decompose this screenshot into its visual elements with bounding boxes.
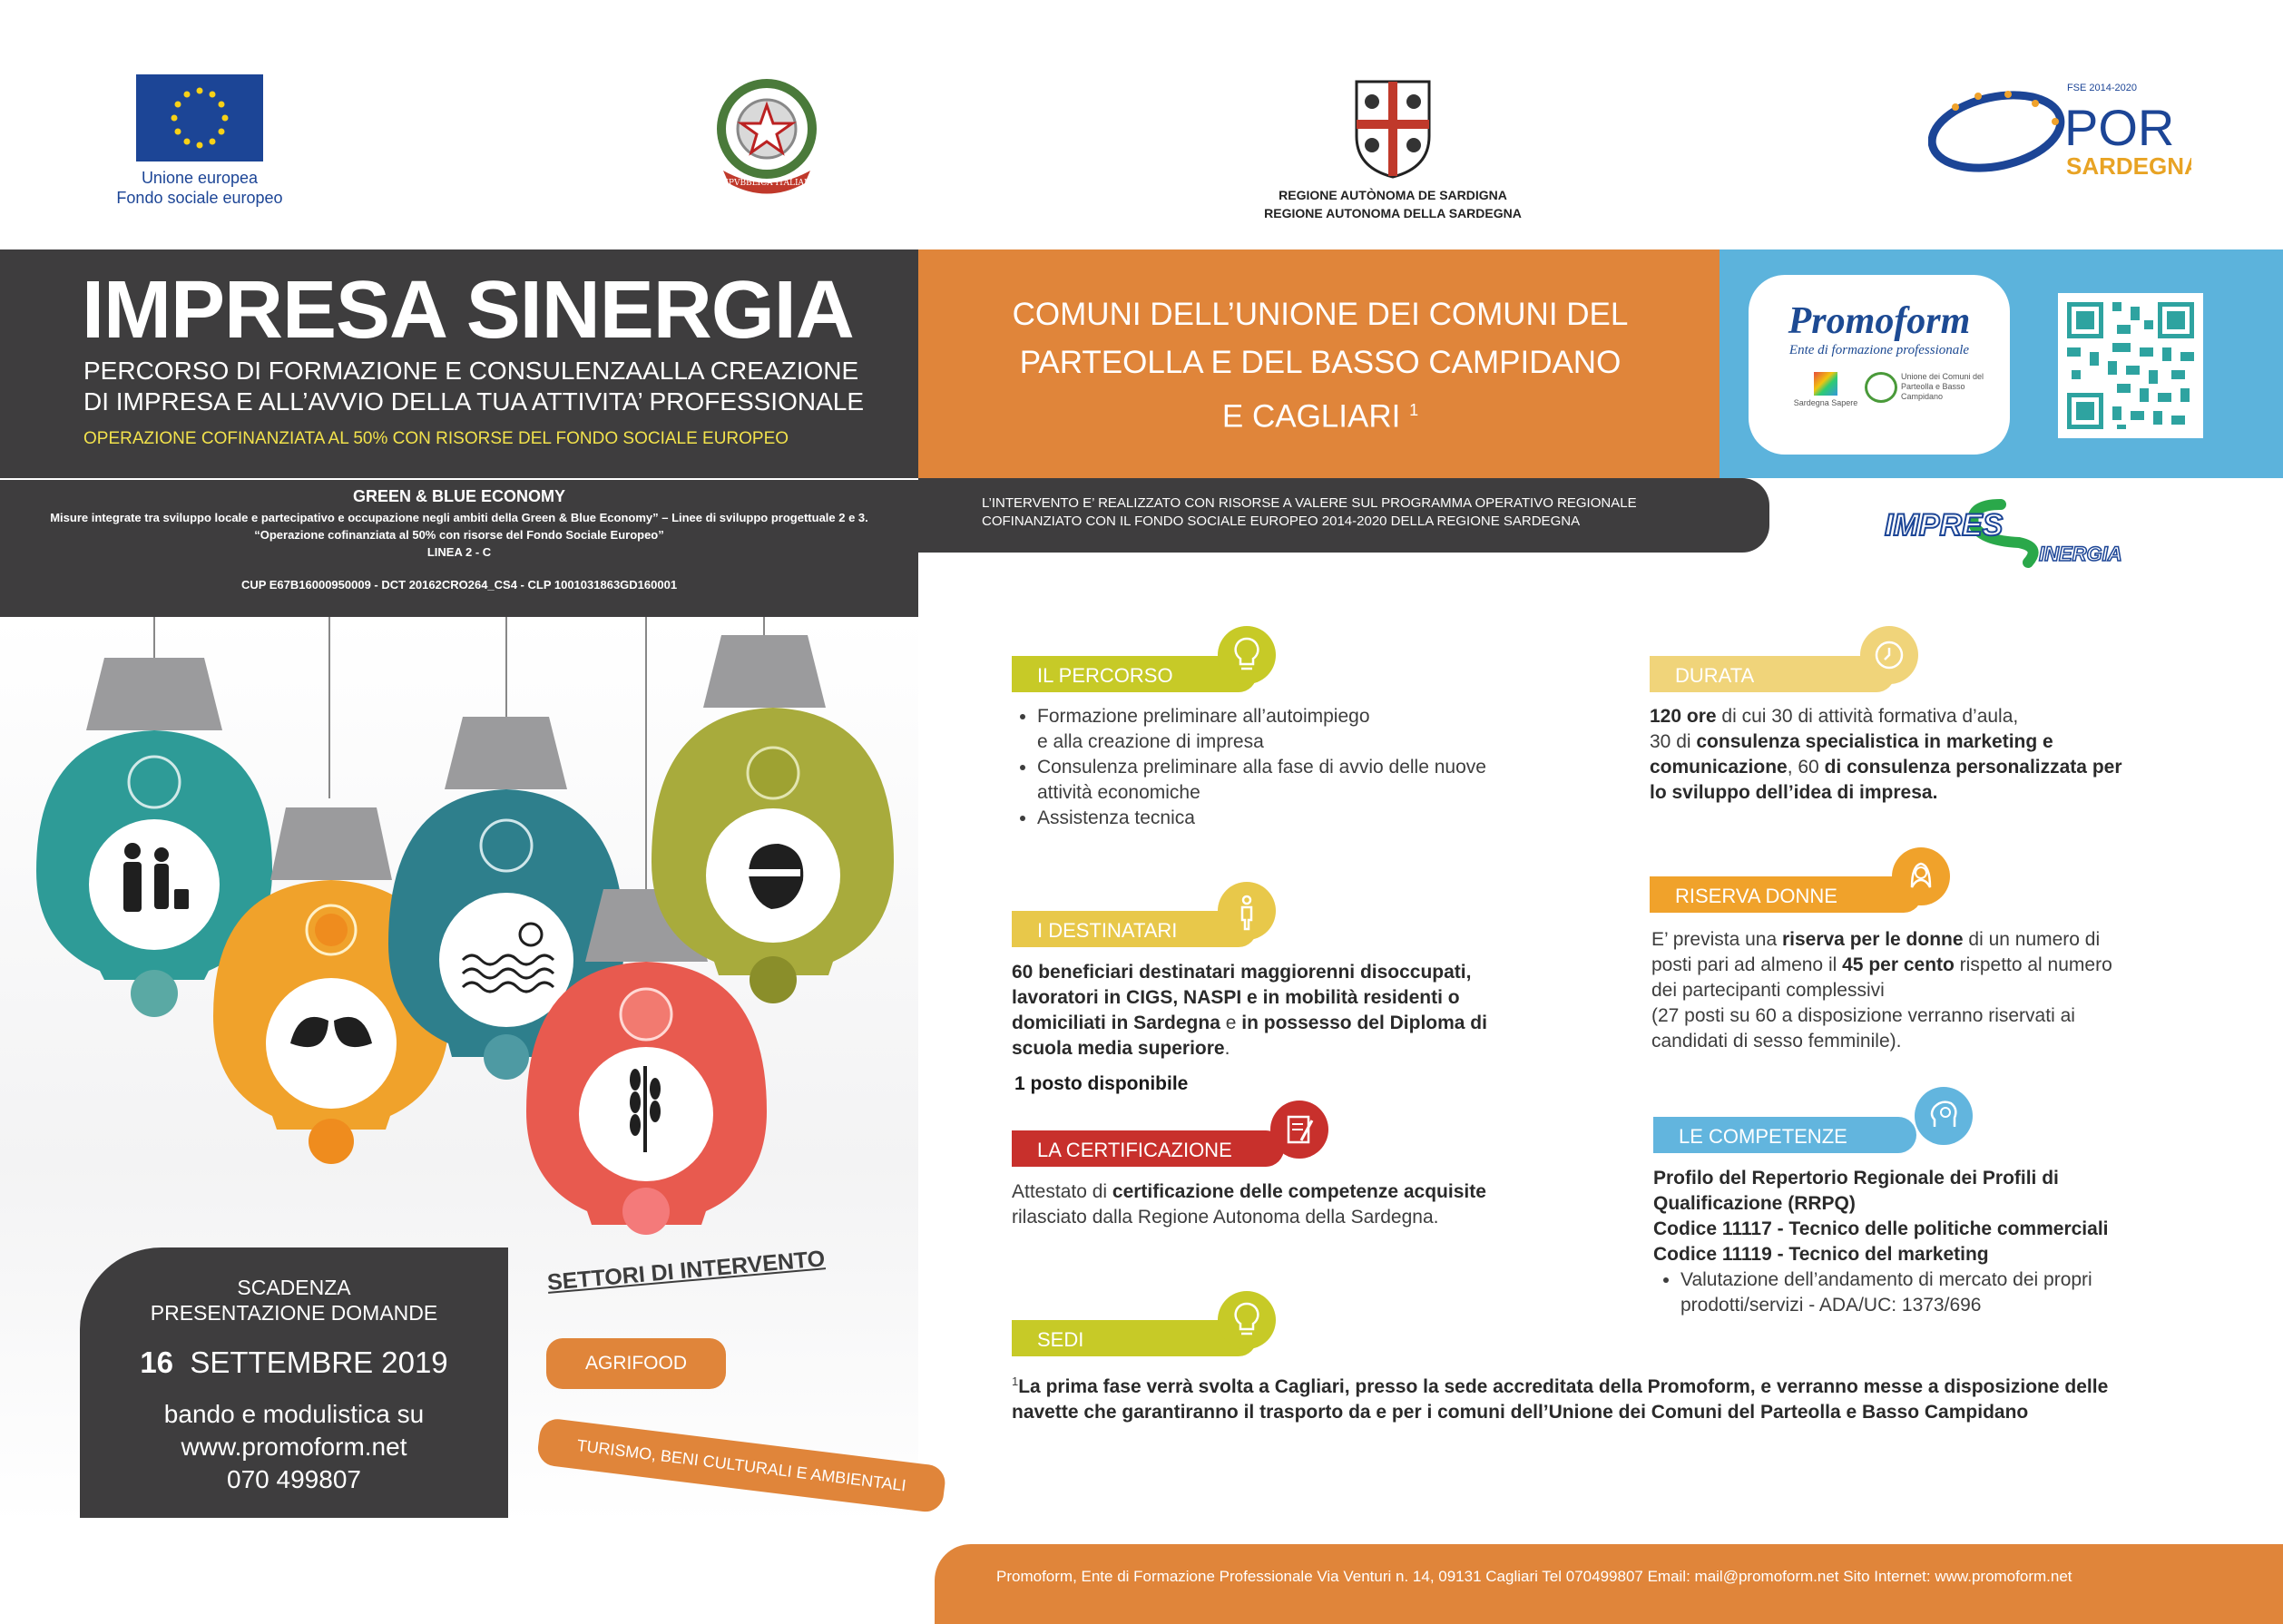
certificazione-text: Attestato di certificazione delle competenze acquisite rilasciato dalla Regione Autonoma della Sardegna. [1012, 1181, 1486, 1228]
destinatari-label: I DESTINATARI [1012, 911, 1257, 947]
gbe-title: GREEN & BLUE ECONOMY [352, 487, 566, 505]
svg-text:IMPRES: IMPRES [1885, 508, 2004, 543]
sector-tourism: TURISMO, BENI CULTURALI E AMBIENTALI [536, 1417, 947, 1513]
certificazione-label: LA CERTIFICAZIONE [1012, 1130, 1284, 1167]
deadline-date: 16 SETTEMBRE 2019 [140, 1345, 448, 1379]
phone-number: 070 499807 [227, 1465, 361, 1493]
riserva-text: E’ prevista una riserva per le donne di un numero di posti pari ad almeno il 45 per cento rispetto al numero dei partecipanti complessivi (27 posti su 60 a disposizione verranno riservati ai candidati di sesso femminile). [1651, 929, 2112, 1052]
italian-republic-emblem [703, 73, 830, 200]
footer-contacts: Promoform, Ente di Formazione Professionale Via Venturi n. 14, 09131 Cagliari Tel 070499807 Email: mail@promoform.net Sito Internet: www.promoform.net [996, 1568, 2072, 1585]
website-link[interactable]: www.promoform.net [181, 1433, 407, 1461]
sector-agrifood: AGRIFOOD [546, 1338, 726, 1389]
percorso-label: IL PERCORSO [1012, 656, 1257, 692]
lightbulb-icon [1218, 1291, 1276, 1349]
promoform-logo: Promoform [1788, 300, 1971, 342]
svg-text:POR: POR [2064, 99, 2175, 156]
svg-text:INERGIA: INERGIA [2039, 543, 2122, 565]
promoform-tagline: Ente di formazione professionale [1788, 343, 1970, 357]
impresa-sinergia-logo [1883, 497, 2173, 570]
unione-comuni-logo: Unione dei Comuni del Parteolla e Basso Campidano [1865, 372, 1992, 403]
woman-icon [1892, 847, 1950, 905]
certificate-icon [1270, 1101, 1328, 1159]
page-title: IMPRESA SINERGIA [82, 265, 854, 356]
sardinia-region-coat-of-arms [1343, 73, 1443, 181]
municipalities-text: COMUNI DELL’UNIONE DEI COMUNI DEL PARTEOLLA E DEL BASSO CAMPIDANO E CAGLIARI $^1$ [1012, 297, 1629, 435]
clock-icon [1860, 626, 1918, 684]
svg-text:SARDEGNA: SARDEGNA [2066, 152, 2191, 180]
durata-text: 120 ore di cui 30 di attività formativa d’aula, 30 di consulenza specialistica in marketing e comunicazione, 60 di consulenza personalizzata per lo sviluppo dell’idea di impresa. [1650, 706, 2122, 803]
deadline-panel [80, 1247, 508, 1518]
percorso-list: • Formazione preliminare all’autoimpiego e alla creazione di impresa • Consulenza preliminare alla fase di avvio delle nuove attività economiche • Assistenza tecnica [1012, 704, 1592, 831]
funding-strip-text: L’INTERVENTO E’ REALIZZATO CON RISORSE A VALERE SUL PROGRAMMA OPERATIVO REGIONALE COFINANZIATO CON IL FONDO SOCIALE EUROPEO 2014-2020 DELLA REGIONE SARDEGNA [982, 495, 1637, 529]
sectors-title: SETTORI DI INTERVENTO [546, 1246, 827, 1296]
posto-disponibile: 1 posto disponibile [1014, 1073, 1189, 1094]
durata-label: DURATA [1650, 656, 1895, 692]
page-subtitle: PERCORSO DI FORMAZIONE E CONSULENZAALLA CREAZIONE DI IMPRESA E ALL’AVVIO DELLA TUA ATTIVITA’ PROFESSIONALE [83, 357, 865, 416]
gbe-description: Misure integrate tra sviluppo locale e partecipativo e occupazione negli ambiti della Green & Blue Economy” – Linee di sviluppo progettuale 2 e 3. “Operazione cofinanziata al 50% con risorse del Fondo Sociale Europeo” LINEA 2 - C [50, 511, 868, 559]
sardinia-region-caption: REGIONE AUTÒNOMA DE SARDIGNA REGIONE AUTONOMA DELLA SARDEGNA [1264, 188, 1522, 220]
competenze-label: LE COMPETENZE [1653, 1117, 1916, 1153]
svg-text:FSE 2014-2020: FSE 2014-2020 [2066, 83, 2137, 93]
qr-code[interactable] [2058, 293, 2203, 438]
destinatari-text: 60 beneficiari destinatari maggiorenni disoccupati, lavoratori in CIGS, NASPI e in mobilità residenti o domiciliati in Sardegna e in possesso del Diploma di scuola media superiore. [1012, 962, 1487, 1059]
eu-flag-logo [136, 74, 263, 161]
por-sardegna-logo [1928, 82, 2191, 191]
deadline-contacts: bando e modulistica su www.promoform.net 070 499807 [80, 1398, 508, 1496]
gbe-cup-codes: CUP E67B16000950009 - DCT 20162CRO264_CS4 - CLP 1001031863GD160001 [240, 578, 678, 592]
light-bulbs-illustration [0, 617, 918, 1270]
svg-text:REPVBBLICA ITALIANA: REPVBBLICA ITALIANA [716, 179, 818, 188]
eu-logo-caption: Unione europea Fondo sociale europeo [116, 169, 283, 207]
green-blue-economy-panel [0, 478, 918, 619]
sedi-label: SEDI [1012, 1320, 1257, 1356]
brain-gear-icon [1915, 1087, 1973, 1145]
deadline-heading: SCADENZA PRESENTAZIONE DOMANDE [150, 1276, 438, 1325]
sardegna-sapere-logo: Sardegna Sapere [1780, 372, 1871, 407]
lightbulb-icon [1218, 626, 1276, 684]
sedi-text: $^1$La prima fase verrà svolta a Cagliari, presso la sede accreditata della Promoform, e verranno messe a disposizione delle navette che garantiranno il trasporto da e per i comuni dell’Unione dei Comuni del Parteolla e Basso Campidano [1012, 1375, 2109, 1423]
cofinancing-note: OPERAZIONE COFINANZIATA AL 50% CON RISORSE DEL FONDO SOCIALE EUROPEO [83, 429, 789, 448]
person-icon [1218, 882, 1276, 940]
riserva-label: RISERVA DONNE [1650, 876, 1922, 913]
competenze-text: Profilo del Repertorio Regionale dei Profili di Qualificazione (RRPQ) Codice 11117 - Tecnico delle politiche commerciali Codice 11119 - Tecnico del marketing • Valutazione dell’andamento di mercato dei propri prodotti/servizi - ADA/UC: 1373/696 [1653, 1166, 2252, 1318]
